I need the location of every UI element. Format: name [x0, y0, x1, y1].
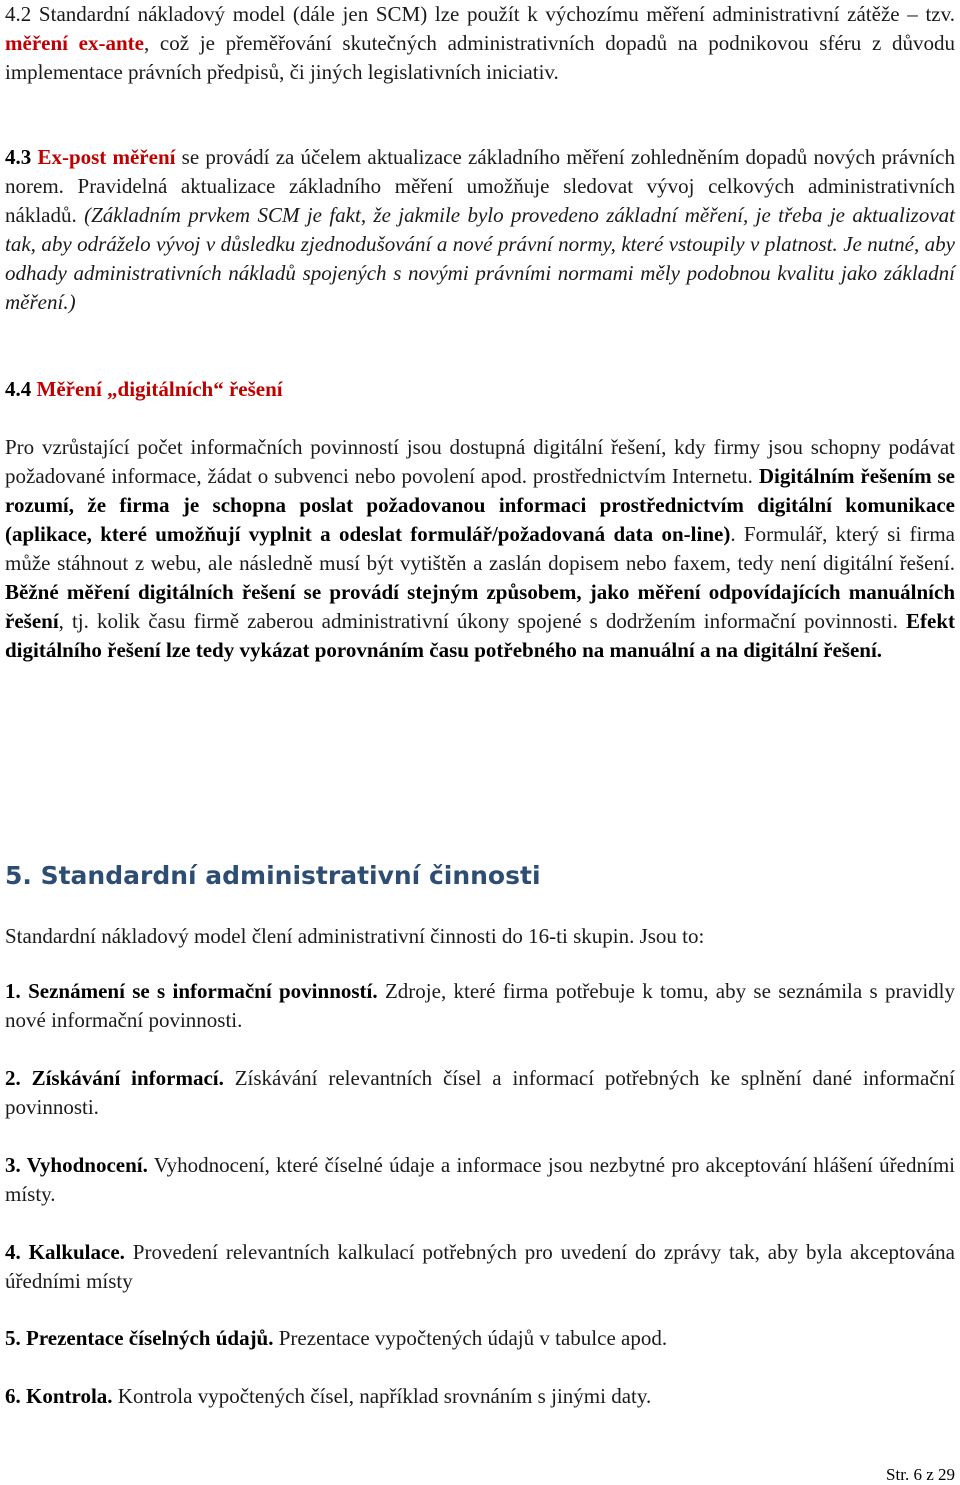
list-item-label: 6. Kontrola. [5, 1384, 113, 1408]
list-item-text: Prezentace vypočtených údajů v tabulce apod. [273, 1326, 668, 1350]
text: Pro vzrůstající počet informačních povinností jsou dostupná digitální řešení, kdy firmy jsou schopny podávat požadované informace, žádat o subvenci nebo povolení apod. prostřednictvím Internetu. [5, 435, 955, 488]
page-number: Str. 6 z 29 [886, 1465, 955, 1484]
section-5-heading: 5. Standardní administrativní činnosti [5, 861, 541, 890]
section-title: Měření „digitálních“ řešení [31, 377, 283, 401]
list-item-text: Vyhodnocení, které číselné údaje a informace jsou nezbytné pro akceptování hlášení úředními místy. [5, 1153, 956, 1206]
list-item-text: Provedení relevantních kalkulací potřebných pro uvedení do zprávy tak, aby byla akceptována úředními místy [5, 1240, 955, 1293]
list-item [5, 1064, 955, 1122]
list-item-label: 5. Prezentace číselných údajů. [5, 1326, 274, 1350]
text: 4.2 Standardní nákladový model (dále jen SCM) lze použít k výchozímu měření administrativní zátěže – tzv. [5, 2, 955, 26]
bold-text: Digitálním řešením se rozumí, že firma je schopna poslat požadovanou informaci prostřednictvím digitální komunikace (aplikace, které umožňují vyplnit a odeslat formulář/požadovaná data on-line) [5, 464, 955, 546]
list-item-label: 3. Vyhodnocení. [5, 1153, 148, 1177]
ex-ante-term: měření ex-ante [5, 31, 144, 55]
italic-note: (Základním prvkem SCM je fakt, že jakmile bylo provedeno základní měření, je třeba je aktualizovat tak, aby odráželo vývoj v důsledku zjednodušování a nové právní normy, které vstoupily v platnost. Je nutné, aby odhady administrativních nákladů spojených s novými právními normami měly podobnou kvalitu jako základní měření.) [5, 203, 956, 314]
list-item-label: 2. Získávání informací. [5, 1066, 224, 1090]
text: . Formulář, který si firma může stáhnout z webu, ale následně musí být vytištěn a zaslán dopisem nebo faxem, tedy není digitální řešení. [5, 522, 955, 575]
list-item [5, 1151, 955, 1209]
section-4-4-paragraph [5, 433, 955, 665]
list-item-text: Získávání relevantních čísel a informací potřebných ke splnění dané informační povinnosti. [5, 1066, 955, 1119]
list-item-label: 4. Kalkulace. [5, 1240, 125, 1264]
list-item-text: Zdroje, které firma potřebuje k tomu, aby se seznámila s pravidly nové informační povinnosti. [5, 979, 955, 1032]
list-item [5, 1382, 955, 1411]
section-4-2-paragraph [5, 0, 955, 87]
ex-post-term: Ex-post měření [31, 145, 176, 169]
list-item [5, 977, 955, 1035]
bold-text: Efekt digitálního řešení lze tedy vykázat porovnáním času potřebného na manuální a na digitální řešení. [5, 609, 955, 662]
text: se provádí za účelem aktualizace základního měření zohledněním dopadů nových právních norem. Pravidelná aktualizace základního měření umožňuje sledovat vývoj celkových administrativních nákladů. [5, 145, 955, 227]
section-number: 4.4 [5, 377, 32, 401]
section-4-4-heading [5, 375, 955, 404]
list-item [5, 1324, 955, 1353]
list-item-text: Kontrola vypočtených čísel, například srovnáním s jinými daty. [112, 1384, 652, 1408]
bold-text: Běžné měření digitálních řešení se provádí stejným způsobem, jako měření odpovídajících manuálních řešení [5, 580, 955, 633]
text: , což je přeměřování skutečných administrativních dopadů na podnikovou sféru z důvodu implementace právních předpisů, či jiných legislativních iniciativ. [5, 31, 955, 84]
list-item [5, 1238, 955, 1296]
section-5-intro: Standardní nákladový model člení administrativní činnosti do 16-ti skupin. Jsou to: [5, 924, 705, 948]
text: , tj. kolik času firmě zaberou administrativní úkony spojené s dodržením informační povinnosti. [58, 609, 906, 633]
section-number: 4.3 [5, 145, 32, 169]
list-item-label: 1. Seznámení se s informační povinností. [5, 979, 378, 1003]
section-4-3-paragraph [5, 143, 955, 317]
